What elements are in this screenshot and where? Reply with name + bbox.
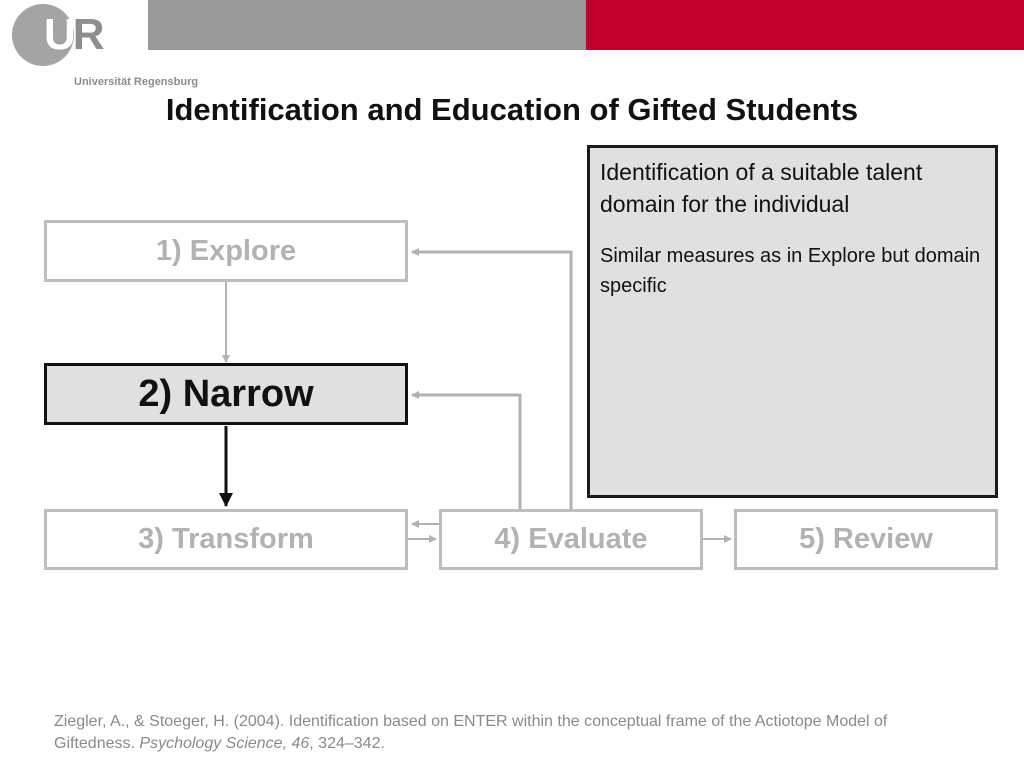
- logo-letters: UR: [44, 10, 102, 59]
- slide-title: Identification and Education of Gifted Students: [165, 92, 859, 127]
- info-main-text: Identification of a suitable talent domain for the individual: [600, 159, 923, 218]
- citation-volume: 46: [291, 735, 310, 753]
- citation-text: Ziegler, A., & Stoeger, H. (2004). Identification based on ENTER within the conceptual frame of the Actiotope Model of Giftedness.: [54, 713, 888, 753]
- step-narrow[interactable]: 2) Narrow: [44, 363, 408, 425]
- citation-pages: , 324–342.: [309, 735, 385, 753]
- step-review[interactable]: 5) Review: [734, 509, 998, 570]
- connector-evaluate-explore: [412, 252, 571, 509]
- step-transform[interactable]: 3) Transform: [44, 509, 408, 570]
- step-explore[interactable]: 1) Explore: [44, 220, 408, 282]
- logo-university-name: Universität Regensburg: [74, 76, 199, 88]
- info-sub-text: Similar measures as in Explore but domain specific: [600, 245, 981, 297]
- connector-evaluate-narrow: [412, 395, 520, 509]
- citation: [54, 711, 954, 756]
- citation-journal: Psychology Science,: [139, 735, 288, 753]
- step-evaluate[interactable]: 4) Evaluate: [439, 509, 703, 570]
